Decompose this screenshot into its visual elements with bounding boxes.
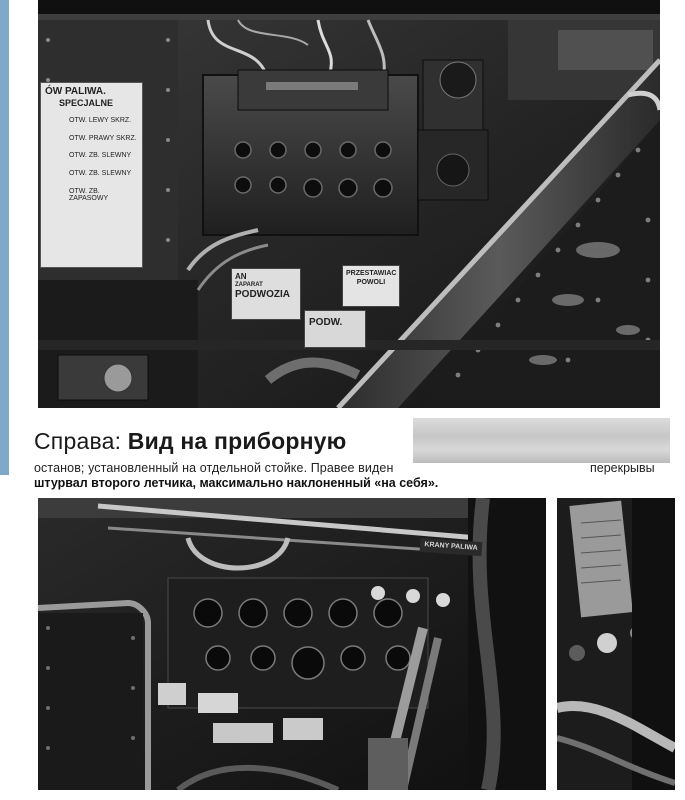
placard-text: PODW. [309, 317, 343, 328]
caption-prefix: Справа: [34, 428, 122, 454]
placard-line: ÓW PALIWA. [45, 86, 106, 97]
caption-line-1: останов; установленный на отдельной стойке. Правее виден [34, 461, 394, 475]
cockpit-photo-bottom-left [38, 498, 546, 790]
placard-line: POWOLI [356, 279, 386, 287]
caption-heading [34, 428, 347, 455]
placard-line: OTW. PRAWY SKRZ. [69, 134, 137, 142]
placard-line: PRZESTAWIAC [346, 270, 397, 277]
placard-line: OTW. LEWY SKRZ. [69, 116, 132, 124]
gear-placard [231, 268, 301, 320]
placard-line: OTW. ZB. SLEWNY [69, 169, 132, 177]
caption-line-2: штурвал второго летчика, максимально наклоненный «на себя». [34, 476, 439, 490]
caption-line-1-tail: перекрывы [590, 461, 655, 475]
placard-text: KRANY PALIWA [424, 541, 478, 552]
placard-line: OTW. ZB. ZAPASOWY [69, 187, 109, 203]
caption-bold: Вид на приборную [127, 428, 347, 454]
placard-line: AN [235, 272, 247, 281]
placard-line: OTW. ZB. SLEWNY [69, 152, 132, 160]
placard-line: PODWOZIA [235, 288, 290, 300]
cockpit-photo-bottom-right [557, 498, 675, 790]
caption-image-strip [413, 418, 670, 463]
switch-placard [342, 265, 400, 307]
placard-line: SPECJALNE [59, 98, 114, 108]
placard-line: ZAPARAT [235, 281, 263, 288]
cockpit-photo-top [38, 0, 660, 408]
fuel-placard-left [40, 82, 143, 268]
podw-placard [304, 310, 366, 348]
page-edge-strip [0, 0, 9, 475]
